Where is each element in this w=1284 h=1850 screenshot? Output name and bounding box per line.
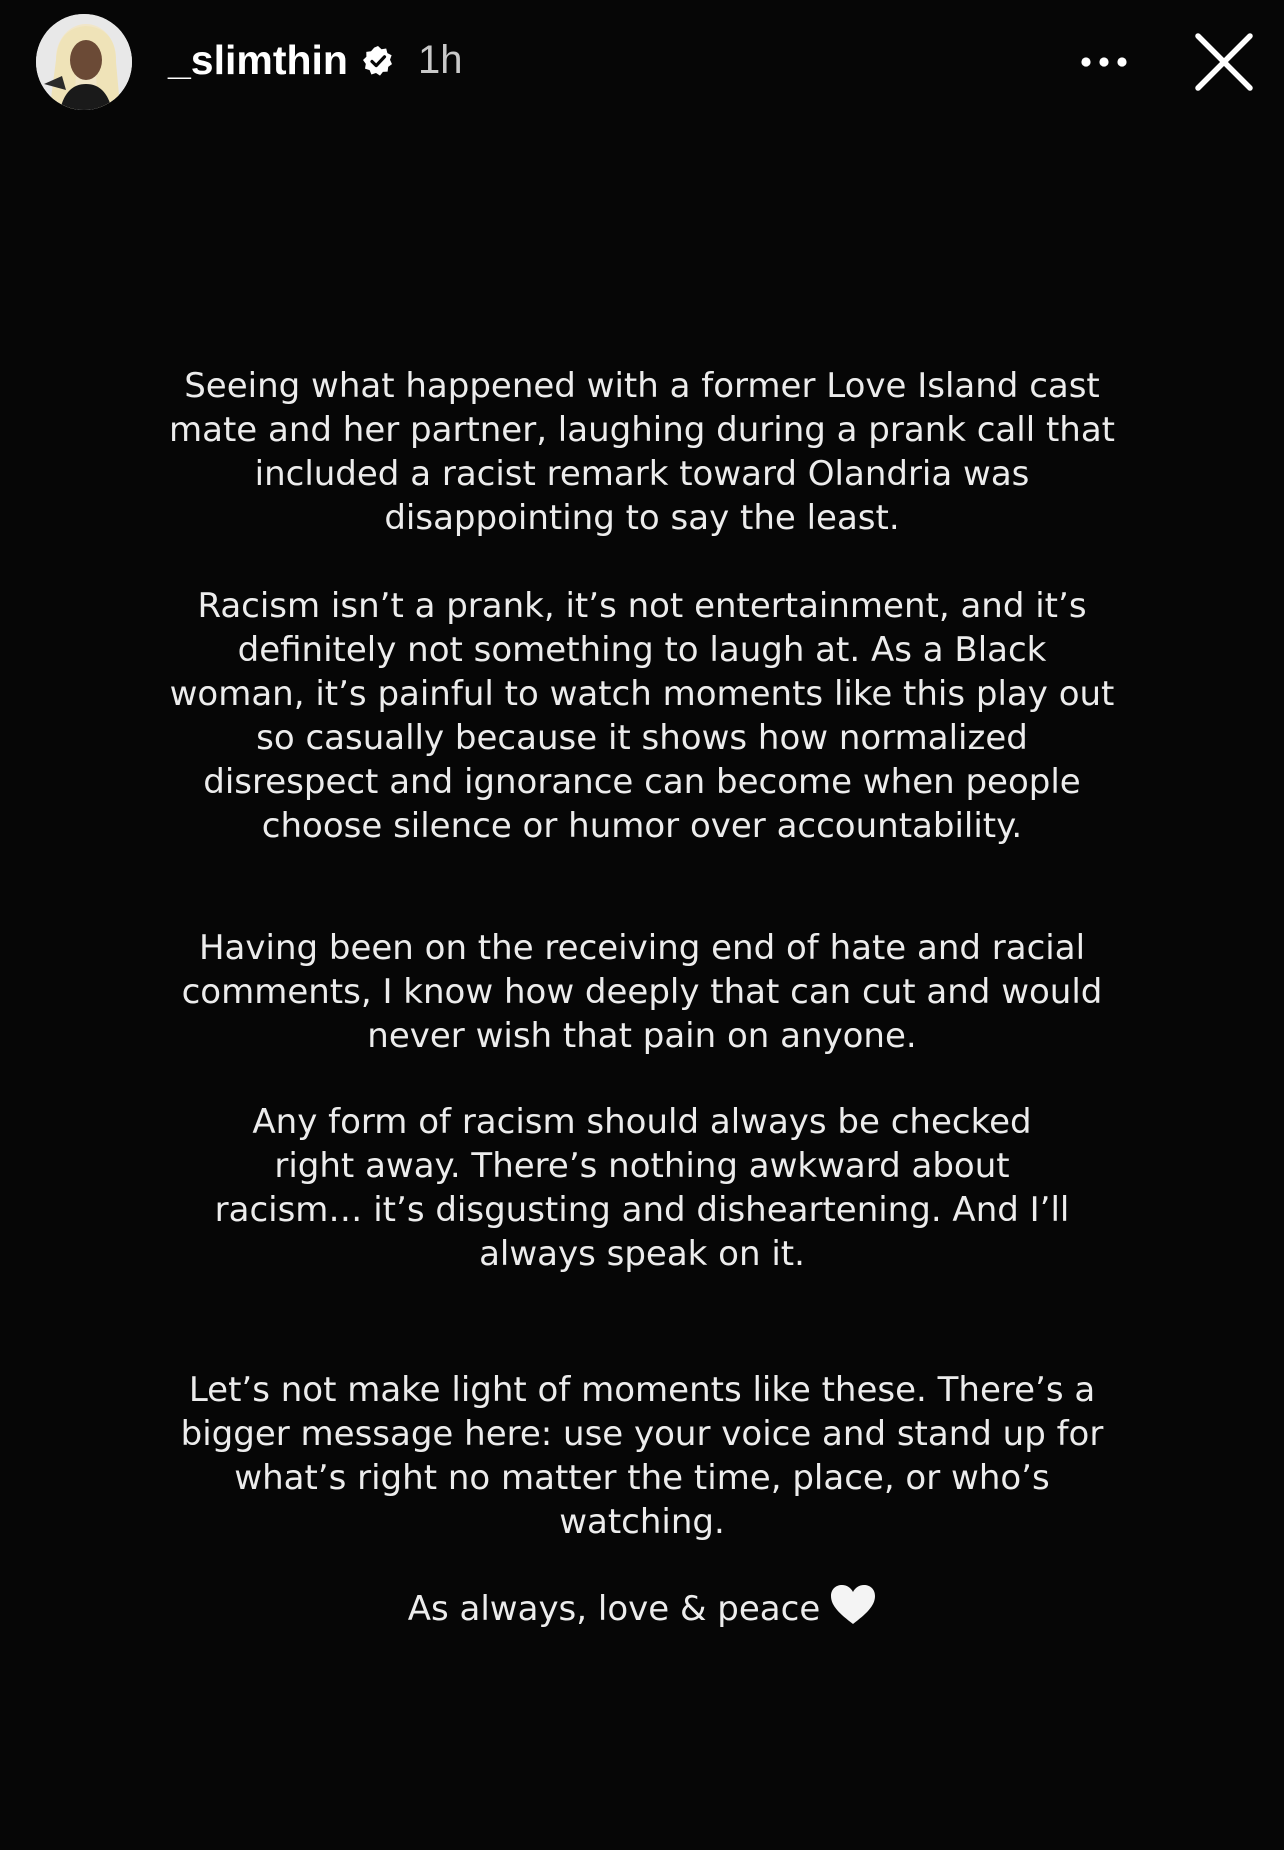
username-link[interactable]: _slimthin bbox=[168, 37, 348, 83]
story-paragraph-1: Seeing what happened with a former Love Island cast mate and her partner, laughing during a prank call that included a racist remark toward Olandria was disappointing to say the least. bbox=[168, 366, 1116, 538]
story-text bbox=[150, 364, 1134, 1631]
story-paragraph-4: Any form of racism should always be checked right away. There’s nothing awkward about racism… it’s disgusting and disheartening. And I’ll always speak on it. bbox=[214, 1102, 1070, 1274]
story-paragraph-3: Having been on the receiving end of hate and racial comments, I know how deeply that can cut and would never wish that pain on anyone. bbox=[181, 928, 1103, 1056]
verified-badge-icon bbox=[362, 45, 394, 77]
story-closing-line bbox=[150, 1584, 1134, 1631]
close-button[interactable] bbox=[1190, 28, 1258, 96]
close-icon bbox=[1190, 28, 1258, 96]
avatar-image bbox=[36, 14, 132, 110]
more-options-button[interactable] bbox=[1074, 36, 1134, 84]
post-timestamp: 1h bbox=[418, 38, 463, 82]
more-options-icon bbox=[1074, 36, 1134, 84]
story-header bbox=[0, 0, 1284, 130]
story-paragraph-6: As always, love & peace bbox=[407, 1589, 821, 1629]
story-paragraph-5: Let’s not make light of moments like these. There’s a bigger message here: use your voice and stand up for what’s right no matter the time, place, or who’s watching. bbox=[180, 1370, 1104, 1542]
avatar[interactable] bbox=[36, 14, 132, 110]
white-heart-icon bbox=[830, 1584, 876, 1626]
story-paragraph-2: Racism isn’t a prank, it’s not entertainment, and it’s definitely not something to laugh at. As a Black woman, it’s painful to watch moments like this play out so casually because it shows how normalized disrespect and ignorance can become when people choose silence or humor over accountability. bbox=[169, 586, 1115, 846]
